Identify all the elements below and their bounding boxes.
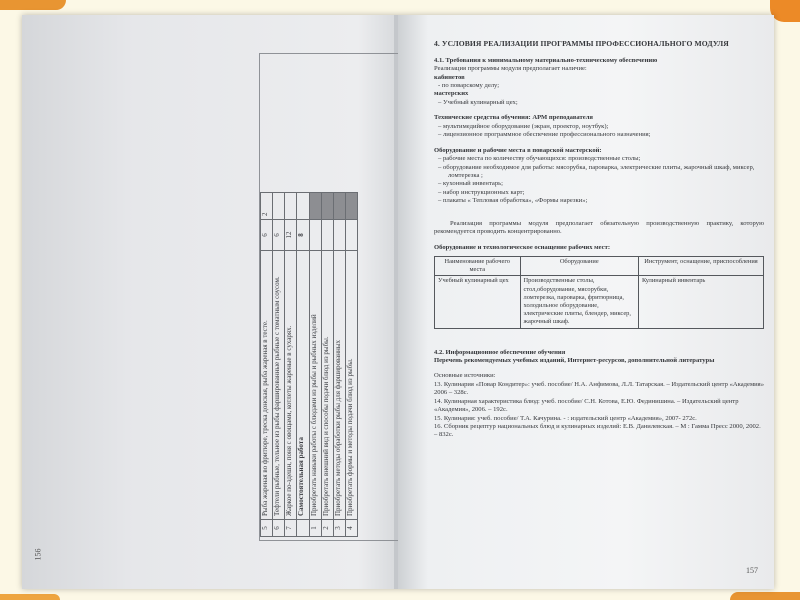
table-cell: 1: [309, 520, 321, 537]
table-cell: Кулинарный инвентарь: [638, 276, 763, 328]
table-cell: 8: [297, 220, 309, 251]
table-cell: 2: [261, 193, 273, 220]
equipment-table: [434, 256, 764, 329]
section-title: 4. УСЛОВИЯ РЕАЛИЗАЦИИ ПРОГРАММЫ ПРОФЕССИОНАЛЬНОГО МОДУЛЯ: [434, 39, 729, 48]
subsection-41-title: 4.1. Требования к минимальному материально-техническому обеспечению: [434, 56, 658, 64]
cabinet-item: - по поварскому делу;: [438, 82, 500, 90]
table-row: [333, 193, 345, 537]
table-cell: [321, 193, 333, 220]
practice-paragraph: Реализация программы модуля предполагает обязательную производственную практику, которую рекомендуется проводить концентрированно.: [434, 219, 764, 236]
decor-corner-bottom-right: [730, 592, 800, 600]
table-cell: 6: [273, 520, 285, 537]
table-cell: 3: [333, 520, 345, 537]
equipment-table-title: Оборудование и технологическое оснащение рабочих мест:: [434, 243, 611, 251]
table-cell: 6: [261, 220, 273, 251]
table-cell: 5: [261, 520, 273, 537]
table-cell: Приобретать навыки работы с блюдами из рыбы и рыбных изделий: [309, 251, 321, 520]
table-cell: Производственные столы, стол,оборудование, мясорубки, ломтерезка, пароварка, фритюрница, холодильное оборудование, электрические плиты, блендер, миксер, жарочный шкаф.: [520, 276, 638, 328]
table-row: [273, 193, 285, 537]
table-cell: Учебный кулинарный цех: [435, 276, 521, 328]
table-cell: [285, 193, 297, 220]
rotated-lesson-table: [260, 192, 358, 537]
equipment-title: Оборудование и рабочие места в поварской мастерской:: [434, 146, 602, 154]
table-cell: Рыба жареная во фритюре, треска донская, рыба жареная в тесте.: [261, 251, 273, 520]
equipment-item: – кухонный инвентарь;: [438, 180, 503, 188]
subsection-42-title: 4.2. Информационное обеспечение обучения: [434, 348, 566, 356]
source-item: 16. Сборник рецептур национальных блюд и кулинарных изделий: Е.В. Данилевская. – М : Гамма Пресс 2000, 2002. – 832с.: [434, 423, 761, 439]
table-cell: [321, 220, 333, 251]
workshops-label: мастерских: [434, 90, 469, 98]
equipment-item: – оборудование необходимое для работы: мясорубка, пароварка, электрические плиты, жарочный шкаф, миксер, ломтерезка ;: [438, 163, 755, 179]
equipment-item: – плакаты « Тепловая обработка», «Формы нарезки»;: [438, 197, 588, 205]
table-row: [285, 193, 297, 537]
table-cell: [309, 220, 321, 251]
table-cell: [309, 193, 321, 220]
table-cell: [333, 220, 345, 251]
decor-corner-bottom-left: [0, 594, 60, 600]
left-page-number: 156: [33, 548, 43, 561]
tech-item: – мультимедийное оборудование (экран, проектор, ноутбук);: [438, 122, 609, 130]
table-header: Оборудование: [520, 257, 638, 276]
decor-corner-top-right: [770, 0, 800, 22]
table-header: Наименование рабочего места: [435, 257, 521, 276]
tech-means-title: Технические средства обучения: АРМ преподавателя: [434, 114, 593, 122]
cabinets-label: кабинетов: [434, 73, 465, 81]
table-cell: [273, 193, 285, 220]
workshop-item: – Учебный кулинарный цех;: [438, 98, 518, 106]
table-row: [297, 193, 309, 537]
equipment-item: – рабочие места по количеству обучающихся: производственные столы;: [438, 155, 641, 163]
right-page: [398, 15, 774, 589]
table-row: [309, 193, 321, 537]
book-photo: [22, 15, 774, 589]
table-cell: Самостоятельная работа: [297, 251, 309, 520]
table-cell: [297, 520, 309, 537]
table-cell: [345, 193, 357, 220]
source-item: 15. Кулинария: учеб. пособие/ Т.А. Качурина. - : издательский центр «Академия», 2007- 272с.: [434, 414, 697, 422]
decor-corner-top-left: [0, 0, 66, 10]
tech-item: – лицензионное программное обеспечение профессионального назначения;: [438, 131, 651, 139]
table-cell: Жаркое по-здешн, поня с овощами, котлеты жареные в сухарях.: [285, 251, 297, 520]
table-row: [321, 193, 333, 537]
document-body: [434, 39, 764, 440]
equipment-item: – набор инструкционных карт;: [438, 188, 525, 196]
subsection-42-subtitle: Перечень рекомендуемых учебных изданий, Интернет-ресурсов, дополнительной литературы: [434, 356, 715, 364]
table-cell: [297, 193, 309, 220]
table-row: [345, 193, 357, 537]
source-item: 13. Кулинария «Повар Кондитер»: учеб. пособие/ Н.А. Анфимова, Л.Л. Татарская. – Издательский центр «Академия» 2006 – 328с.: [434, 380, 764, 397]
table-cell: 4: [345, 520, 357, 537]
table-cell: Приобретать формы и методы подачи блюд из рыбы.: [345, 251, 357, 520]
table-row: [435, 276, 764, 328]
table-cell: Приобретать внешний вид и способы подачи блюд из рыбы.: [321, 251, 333, 520]
table-cell: [345, 220, 357, 251]
table-row: [261, 193, 273, 537]
table-cell: 2: [321, 520, 333, 537]
table-cell: 6: [273, 220, 285, 251]
table-cell: Тефтели рыбные, тельное из рыбы фаршированные рыбные с томатным соусом.: [273, 251, 285, 520]
table-header: Инструмент, оснащение, приспособления: [638, 257, 763, 276]
right-page-number: 157: [746, 566, 758, 575]
table-cell: [333, 193, 345, 220]
source-item: 14. Кулинарная характеристика блюд: учеб. пособие/ С.Н. Котова, Е.Ю. Фединишина. – Издательский центр «Академия», 2006. – 192с.: [434, 397, 739, 414]
table-cell: Приобретать методы обработки рыбы для фаршированных: [333, 251, 345, 520]
subsection-41-intro: Реализация программы модуля предполагает наличие:: [434, 65, 587, 73]
table-cell: 7: [285, 520, 297, 537]
table-cell: 12: [285, 220, 297, 251]
sources-label: Основные источники:: [434, 372, 496, 380]
